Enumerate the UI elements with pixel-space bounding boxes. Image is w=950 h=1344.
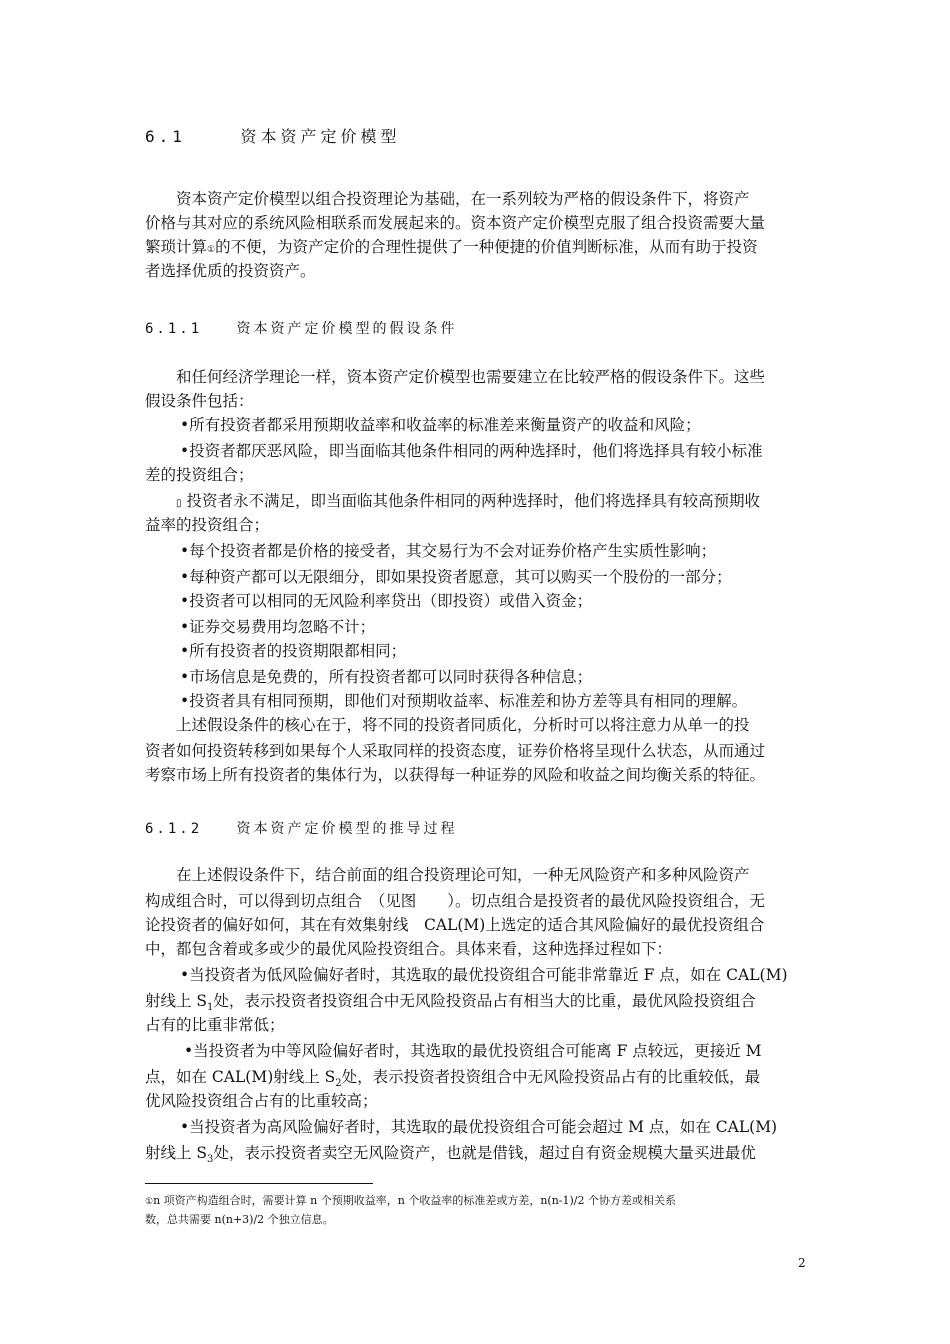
text: 射线上 S — [145, 992, 208, 1010]
bullet-item: •投资者都厌恶风险，即当面临其他条件相同的两种选择时，他们将选择具有较小标准 — [180, 442, 763, 460]
summary-line-3: 考察市场上所有投资者的集体行为，以获得每一种证券的风险和收益之间均衡关系的特征。 — [145, 766, 766, 784]
footnote-separator — [145, 1183, 373, 1184]
bullet-item: •所有投资者的投资期限都相同； — [180, 642, 407, 660]
intro-line-2: 价格与其对应的系统风险相联系而发展起来的。资本资产定价模型克服了组合投资需要大量 — [145, 214, 766, 232]
text: 处，表示投资者投资组合中无风险投资品占有相当大的比重，最优风险投资组合 — [213, 992, 756, 1010]
subsection-heading-2 — [145, 818, 457, 838]
bullet-item-cont: 占有的比重非常低； — [145, 1016, 285, 1034]
bullet-item: •当投资者为低风险偏好者时，其选取的最优投资组合可能非常靠近 F 点，如在 CAL(M) — [180, 966, 788, 984]
text: 点，如在 CAL(M)射线上 S — [145, 1068, 336, 1086]
bullet-item-cont: 益率的投资组合； — [145, 516, 270, 534]
text: 射线上 S — [145, 1144, 208, 1162]
bullet-item: •所有投资者都采用预期收益率和收益率的标准差来衡量资产的收益和风险； — [180, 416, 701, 434]
intro-line-1: 资本资产定价模型以组合投资理论为基础，在一系列较为严格的假设条件下，将资产 — [176, 190, 750, 208]
intro-text: 的不便，为资产定价的合理性提供了一种便捷的价值判断标准，从而有助于投资 — [215, 238, 758, 256]
bullet-item: •每个投资者都是价格的接受者，其交易行为不会对证券价格产生实质性影响； — [180, 542, 717, 560]
subsection-title: 资本资产定价模型的假设条件 — [236, 321, 458, 337]
intro-line-3 — [145, 236, 810, 263]
bullet-item: •证券交易费用均忽略不计； — [180, 618, 376, 636]
bullet-item: •每种资产都可以无限细分，即如果投资者愿意，其可以购买一个股份的一部分； — [180, 568, 732, 586]
subscript: 3 — [207, 1154, 214, 1165]
text: 处，表示投资者卖空无风险资产，也就是借钱，超过自有资金规模大量买进最优 — [213, 1144, 756, 1162]
bullet-item-cont: 优风险投资组合占有的比重较高； — [145, 1092, 378, 1110]
intro-line-4: 者选择优质的投资资产。 — [145, 262, 316, 280]
deriv-line-4: 中，都包含着或多或少的最优风险投资组合。具体来看，这种选择过程如下： — [145, 940, 673, 958]
text: 处，表示投资者投资组合中无风险投资品占有的比重较低，最 — [341, 1068, 761, 1086]
page-number: 2 — [798, 1256, 806, 1270]
bullet-item: ▯ 投资者永不满足，即当面临其他条件相同的两种选择时，他们将选择具有较高预期收 — [176, 492, 760, 510]
subsection-title: 资本资产定价模型的推导过程 — [236, 821, 458, 837]
section-title: 资本资产定价模型 — [240, 127, 401, 146]
bullet-item-cont — [145, 1142, 810, 1172]
deriv-line-1: 在上述假设条件下，结合前面的组合投资理论可知，一种无风险资产和多种风险资产 — [176, 866, 750, 884]
footnote-line-2: 数，总共需要 n(n+3)/2 个独立信息。 — [145, 1213, 334, 1226]
summary-line-2: 资者如何投资转移到如果每个人采取同样的投资态度，证券价格将呈现什么状态，从而通过 — [145, 742, 766, 760]
bullet-item: •投资者具有相同预期，即他们对预期收益率、标准差和协方差等具有相同的理解。 — [180, 692, 748, 710]
section-heading — [145, 124, 400, 147]
footnote-mark: ① — [145, 1197, 154, 1207]
subsection-heading-1 — [145, 318, 457, 338]
bullet-item-cont: 差的投资组合； — [145, 466, 254, 484]
subscript: 1 — [207, 1002, 214, 1013]
deriv-line-3: 论投资者的偏好如何，其在有效集射线 CAL(M)上选定的适合其风险偏好的最优投资组合 — [145, 916, 765, 934]
bullet-item: •市场信息是免费的，所有投资者都可以同时获得各种信息； — [180, 668, 593, 686]
subscript: 2 — [335, 1078, 342, 1089]
subsection-number: 6.1.1 — [145, 321, 203, 337]
footnote-line-1: n 项资产构造组合时，需要计算 n 个预期收益率，n 个收益率的标准差或方差，n(n-1)/2 个协方差或相关系 — [153, 1194, 676, 1207]
bullet-item: •当投资者为高风险偏好者时，其选取的最优投资组合可能会超过 M 点，如在 CAL(M) — [180, 1118, 778, 1136]
deriv-line-2: 构成组合时，可以得到切点组合 （见图 ）。切点组合是投资者的最优风险投资组合，无 — [145, 892, 766, 910]
assump-line-1: 和任何经济学理论一样，资本资产定价模型也需要建立在比较严格的假设条件下。这些 — [176, 368, 766, 386]
footnote-ref[interactable]: ① — [207, 245, 216, 255]
summary-line-1: 上述假设条件的核心在于，将不同的投资者同质化，分析时可以将注意力从单一的投 — [176, 716, 750, 734]
bullet-text: 投资者永不满足，即当面临其他条件相同的两种选择时，他们将选择具有较高预期收 — [181, 492, 760, 510]
assump-line-2: 假设条件包括： — [145, 392, 254, 410]
bullet-item: •投资者可以相同的无风险利率贷出（即投资）或借入资金； — [180, 592, 593, 610]
footnote — [145, 1192, 810, 1229]
subsection-number: 6.1.2 — [145, 821, 203, 837]
section-number: 6.1 — [145, 127, 186, 146]
bullet-item: •当投资者为中等风险偏好者时，其选取的最优投资组合可能离 F 点较远，更接近 M — [184, 1042, 762, 1060]
intro-text: 繁琐计算 — [145, 238, 208, 256]
